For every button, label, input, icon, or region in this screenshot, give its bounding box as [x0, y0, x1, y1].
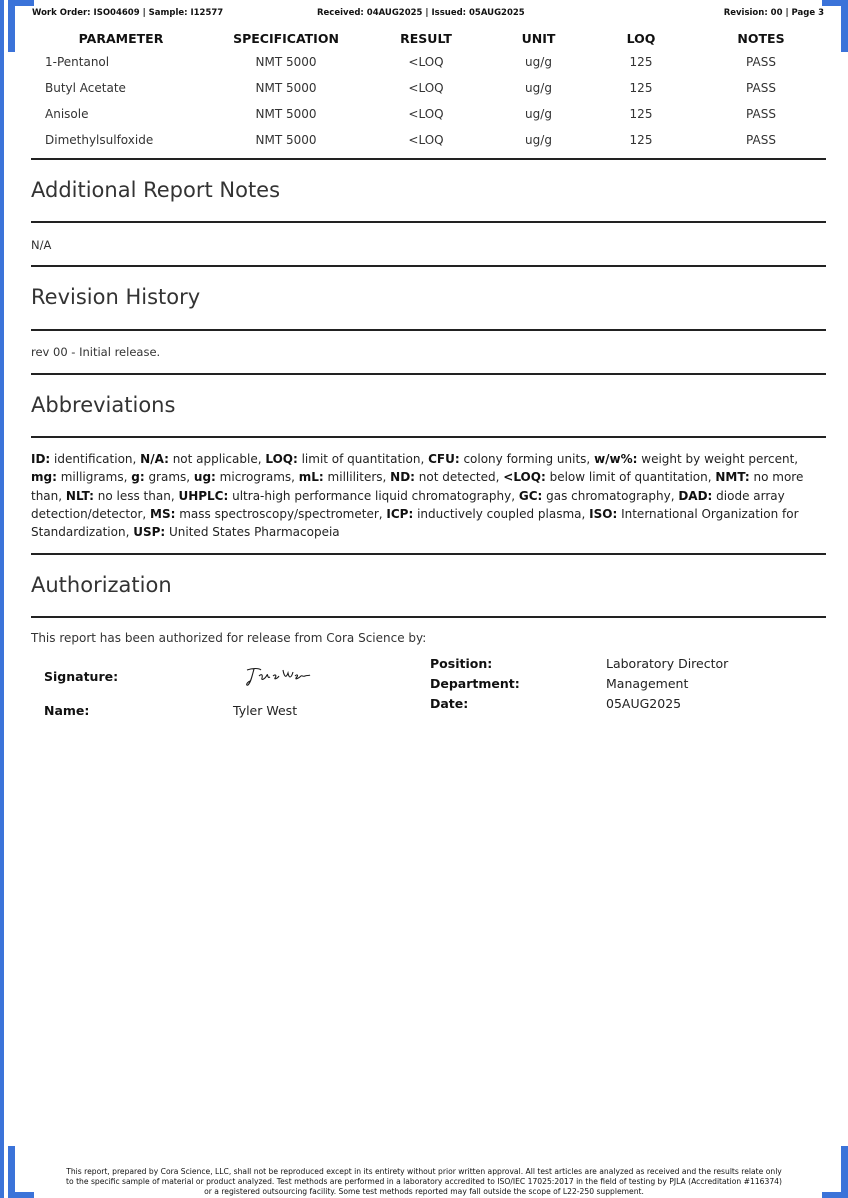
- section-divider: [31, 436, 826, 438]
- abbr-term: ID:: [31, 452, 51, 466]
- abbreviations-list: [31, 450, 823, 541]
- column-header: SPECIFICATION: [233, 30, 339, 46]
- abbr-definition: limit of quantitation,: [297, 452, 429, 466]
- abbr-term: DAD:: [678, 488, 713, 503]
- corner-marker-br: [841, 1146, 848, 1198]
- page-footer: [20, 1167, 828, 1197]
- section-divider: [31, 553, 826, 555]
- cell-unit: ug/g: [525, 107, 552, 121]
- abbr-term: NLT:: [65, 488, 94, 503]
- section-divider: [31, 158, 826, 160]
- abbr-definition: not applicable,: [168, 452, 266, 466]
- abbr-definition: grams,: [144, 470, 194, 485]
- cell-notes: PASS: [746, 55, 776, 69]
- position-label: Position:: [430, 656, 493, 671]
- cell-specification: NMT 5000: [255, 133, 317, 147]
- abbr-term: N/A:: [140, 452, 169, 466]
- notes-text: N/A: [31, 238, 52, 252]
- abbr-term: MS:: [150, 506, 176, 521]
- header-work-order: Work Order: ISO04609 | Sample: I12577: [32, 8, 224, 18]
- cell-result: <LOQ: [408, 81, 444, 95]
- cell-unit: ug/g: [525, 81, 552, 95]
- revision-section-title: Revision History: [31, 285, 201, 309]
- abbr-term: ISO:: [589, 506, 618, 521]
- abbr-definition: ultra-high performance liquid chromatography,: [228, 488, 519, 503]
- cell-parameter: Butyl Acetate: [45, 81, 126, 95]
- abbr-term: ND:: [390, 470, 415, 485]
- column-header: UNIT: [521, 30, 556, 46]
- cell-unit: ug/g: [525, 55, 552, 69]
- abbr-term: CFU:: [428, 452, 460, 466]
- header-dates: Received: 04AUG2025 | Issued: 05AUG2025: [317, 8, 525, 18]
- abbr-term: g:: [131, 470, 145, 485]
- signature-image: [243, 664, 313, 688]
- abbr-definition: International Organization for Standardization,: [31, 506, 799, 540]
- page-header: [32, 8, 824, 22]
- abbr-definition: not detected,: [414, 470, 504, 485]
- abbr-definition: gas chromatography,: [542, 488, 679, 503]
- abbr-definition: micrograms,: [215, 470, 299, 485]
- cell-unit: ug/g: [525, 133, 552, 147]
- corner-marker-tl-h: [8, 0, 34, 6]
- table-header-row: [31, 27, 826, 49]
- abbr-term: NMT:: [715, 470, 750, 485]
- corner-marker-tr: [841, 0, 848, 52]
- cell-parameter: Anisole: [45, 107, 89, 121]
- footer-line: to the specific sample of material or product analyzed. Test methods are performed in a laboratory accredited to ISO/IEC 17025:2017 in the field of testing by PJLA (Accreditation #116374): [66, 1177, 782, 1186]
- abbr-term: ug:: [193, 470, 216, 485]
- cell-specification: NMT 5000: [255, 81, 317, 95]
- cell-notes: PASS: [746, 133, 776, 147]
- abbr-definition: milliliters,: [323, 470, 391, 485]
- section-divider: [31, 265, 826, 267]
- table-row: [31, 101, 826, 127]
- corner-marker-tl: [8, 0, 15, 52]
- cell-result: <LOQ: [408, 55, 444, 69]
- section-divider: [31, 616, 826, 618]
- abbr-term: <LOQ:: [503, 470, 546, 485]
- corner-marker-tr-h: [822, 0, 848, 6]
- page-frame-left: [0, 0, 4, 1198]
- cell-loq: 125: [629, 107, 653, 121]
- signature-label: Signature:: [44, 669, 119, 684]
- corner-marker-bl: [8, 1146, 15, 1198]
- abbr-term: UHPLC:: [178, 488, 229, 503]
- abbr-term: LOQ:: [265, 452, 298, 466]
- abbr-definition: below limit of quantitation,: [545, 470, 716, 485]
- department-value: Management: [606, 676, 689, 691]
- abbr-definition: no less than,: [93, 488, 179, 503]
- abbr-term: mL:: [298, 470, 324, 485]
- authorization-section-title: Authorization: [31, 573, 172, 597]
- abbr-term: ICP:: [386, 506, 414, 521]
- header-revision-page: Revision: 00 | Page 3: [723, 8, 824, 18]
- cell-specification: NMT 5000: [255, 107, 317, 121]
- abbr-definition: identification,: [50, 452, 141, 466]
- abbr-definition: inductively coupled plasma,: [413, 506, 590, 521]
- cell-specification: NMT 5000: [255, 55, 317, 69]
- section-divider: [31, 221, 826, 223]
- table-row: [31, 75, 826, 101]
- date-label: Date:: [430, 696, 469, 711]
- cell-result: <LOQ: [408, 107, 444, 121]
- name-label: Name:: [44, 703, 90, 718]
- section-divider: [31, 329, 826, 331]
- column-header: RESULT: [400, 30, 452, 46]
- cell-parameter: 1-Pentanol: [45, 55, 110, 69]
- footer-line: This report, prepared by Cora Science, LLC, shall not be reproduced except in its entirety without prior written approval. All test articles are analyzed as received and the results relate only: [66, 1167, 782, 1176]
- notes-section-title: Additional Report Notes: [31, 178, 281, 202]
- abbr-definition: milligrams,: [56, 470, 132, 485]
- abbr-term: w/w%:: [594, 452, 638, 466]
- abbreviations-section-title: Abbreviations: [31, 393, 176, 417]
- abbr-definition: United States Pharmacopeia: [165, 525, 340, 540]
- cell-result: <LOQ: [408, 133, 444, 147]
- table-row: [31, 49, 826, 75]
- department-label: Department:: [430, 676, 520, 691]
- name-value: Tyler West: [233, 703, 298, 718]
- authorization-intro: This report has been authorized for release from Cora Science by:: [31, 631, 427, 645]
- column-header: NOTES: [737, 30, 785, 46]
- abbr-definition: mass spectroscopy/spectrometer,: [175, 506, 387, 521]
- date-value: 05AUG2025: [606, 696, 682, 711]
- cell-loq: 125: [629, 55, 653, 69]
- footer-line: or a registered outsourcing facility. Some test methods reported may fall outside the scope of L22-250 supplement.: [204, 1187, 644, 1196]
- cell-loq: 125: [629, 81, 653, 95]
- abbr-definition: diode array detection/detector,: [31, 488, 785, 521]
- position-value: Laboratory Director: [606, 656, 729, 671]
- abbr-term: USP:: [133, 525, 166, 540]
- table-row: [31, 127, 826, 153]
- parameters-table: [31, 27, 826, 153]
- column-header: PARAMETER: [78, 30, 164, 46]
- cell-loq: 125: [629, 133, 653, 147]
- abbr-term: mg:: [31, 470, 57, 485]
- revision-text: rev 00 - Initial release.: [31, 345, 161, 359]
- cell-parameter: Dimethylsulfoxide: [45, 133, 154, 147]
- abbr-term: GC:: [518, 488, 543, 503]
- abbr-definition: colony forming units,: [459, 452, 595, 466]
- cell-notes: PASS: [746, 81, 776, 95]
- abbr-definition: no more than,: [31, 470, 804, 503]
- abbr-definition: weight by weight percent,: [637, 452, 799, 466]
- column-header: LOQ: [626, 30, 656, 46]
- cell-notes: PASS: [746, 107, 776, 121]
- section-divider: [31, 373, 826, 375]
